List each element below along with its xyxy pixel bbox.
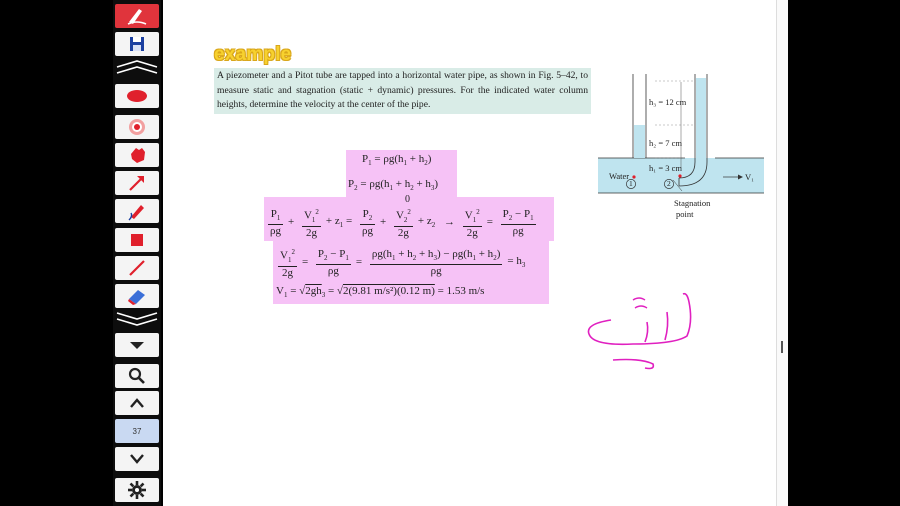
equation-p1: $P_1 = \rho g(h_1 + h_2)$ — [362, 153, 432, 168]
arrow-icon[interactable] — [115, 171, 159, 195]
handwritten-annotation — [583, 288, 703, 374]
hand-icon[interactable] — [115, 143, 159, 167]
document-page — [163, 0, 776, 506]
equation-velocity-head: $\frac{V_1^2}{2g}$ = $\frac{P_2 - P_1}{\rho g}$ = $\frac{\rho g(h_1 + h_2 + h_3) - \rho g(h_1 + h_2)}{\rho g}$ = $h_3$ — [280, 247, 526, 279]
target-icon[interactable] — [115, 115, 159, 139]
page-number-box[interactable] — [115, 419, 159, 443]
eraser-icon[interactable] — [115, 284, 159, 308]
scroll-thumb[interactable] — [781, 341, 783, 353]
dropdown-icon[interactable] — [115, 333, 159, 357]
h3-label: h₃ = 12 cm — [649, 97, 687, 107]
equation-velocity: $V_1 = √2gh_3 = √2(9.81$ m/s²)(0.12 m) = 1.53 m/s — [276, 285, 485, 300]
zoom-icon[interactable] — [115, 364, 159, 388]
point-1-label: 1 — [629, 179, 633, 188]
annotation-toolbar — [113, 0, 161, 506]
collapse-section-icon[interactable] — [113, 58, 161, 74]
pen-brush-icon[interactable] — [115, 4, 159, 28]
zero-mark: 0 — [405, 194, 410, 205]
right-scrollbar[interactable] — [776, 0, 788, 506]
stagnation-label-1: Stagnation — [674, 198, 711, 208]
settings-icon[interactable] — [115, 478, 159, 502]
ellipse-icon[interactable] — [115, 84, 159, 108]
page-up-icon[interactable] — [115, 391, 159, 415]
water-label: Water — [609, 171, 630, 181]
velocity-result: = 1.53 m/s — [437, 285, 485, 297]
save-icon[interactable] — [115, 32, 159, 56]
sqrt-2gh3: 2gh — [305, 285, 322, 297]
implies-arrow: → — [444, 216, 455, 229]
stagnation-label-2: point — [676, 209, 694, 219]
line-icon[interactable] — [115, 256, 159, 280]
velocity-label: V₁ — [745, 172, 755, 182]
rectangle-icon[interactable] — [115, 228, 159, 252]
example-heading: example — [214, 44, 292, 65]
h1-label: h₁ = 3 cm — [649, 163, 683, 173]
page-down-icon[interactable] — [115, 447, 159, 471]
h2-label: h₂ = 7 cm — [649, 138, 683, 148]
point-2-label: 2 — [667, 179, 671, 188]
page-number: 37 — [132, 426, 142, 436]
highlighter-icon[interactable] — [115, 199, 159, 223]
equation-p2: $P_2 = \rho g(h_1 + h_2 + h_3)$ — [348, 178, 439, 193]
sqrt-expression: 2(9.81 m/s²)(0.12 m) — [342, 285, 435, 297]
equation-bernoulli: $\frac{P_1}{\rho g}$ + $\frac{V_1^2}{2g}$ + $z_1$ = $\frac{P_2}{\rho g}$ + $\frac{V_2^2}{2g}$ + $z_2$ → $\frac{V_1^2}{2g}$ = $\frac{P_2 - P_1}{\rho g}$ — [270, 207, 534, 239]
expand-section-icon[interactable] — [113, 310, 161, 326]
problem-statement: A piezometer and a Pitot tube are tapped into a horizontal water pipe, as shown in Fig. 5–42, to measure static and stagnation (static + dynamic) pressures. For the indicated water column heights, determine the velocity at the center of the pipe. — [214, 68, 591, 114]
